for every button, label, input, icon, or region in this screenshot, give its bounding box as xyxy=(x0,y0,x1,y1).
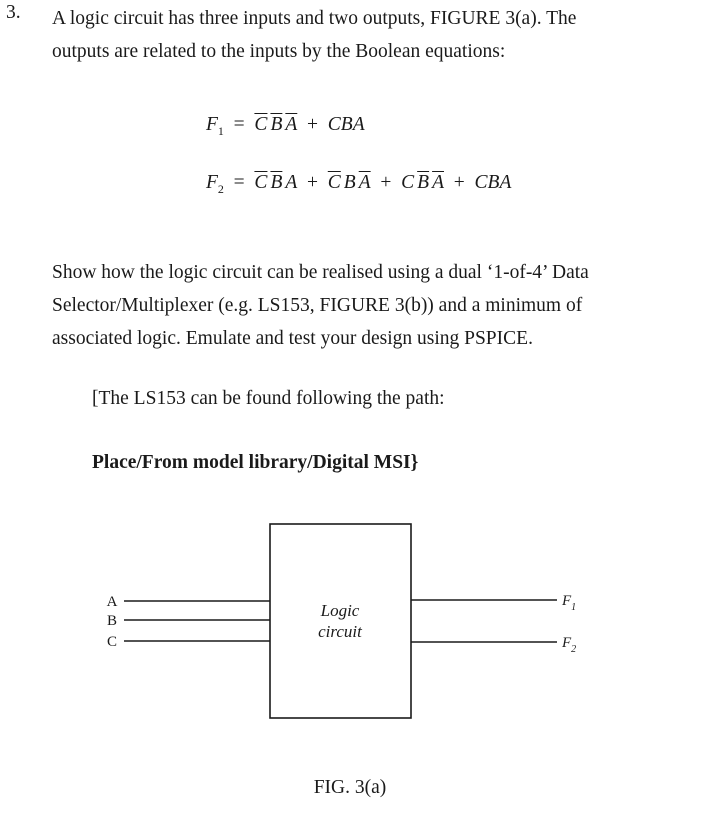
f1-plus: + xyxy=(297,114,328,135)
task-line-3: associated logic. Emulate and test your design using PSPICE. xyxy=(52,328,533,349)
f2-literal: C xyxy=(401,172,415,193)
input-a-label: A xyxy=(106,594,118,610)
f2-literal: $\overline{C}$ xyxy=(254,172,268,193)
library-note: [The LS153 can be found following the path: xyxy=(92,388,445,409)
f2-literal: A xyxy=(285,172,298,193)
f2-literal: C xyxy=(474,172,488,193)
f1-equals: = xyxy=(223,114,255,135)
f2-literal: $\overline{C}$ xyxy=(327,172,341,193)
task-line-1: Show how the logic circuit can be realised using a dual ‘1-of-4’ Data xyxy=(52,262,589,283)
f2-literal: $\overline{A}$ xyxy=(358,172,371,193)
f2-plus: + xyxy=(444,172,475,193)
f2-literal: $\overline{B}$ xyxy=(417,172,430,193)
input-c-label: C xyxy=(106,634,118,650)
output-f1-label: $F_1$ xyxy=(562,593,577,613)
f1-literal: $\overline{A}$ xyxy=(285,114,298,135)
f2-literal: $\overline{B}$ xyxy=(270,172,283,193)
problem-line-2: outputs are related to the inputs by the Boolean equations: xyxy=(52,41,506,62)
figure-caption: FIG. 3(a) xyxy=(313,777,387,798)
library-path: Place/From model library/Digital MSI} xyxy=(92,452,419,473)
f2-plus: + xyxy=(370,172,402,193)
f2-literal: $\overline{A}$ xyxy=(432,172,444,193)
f2-equals: = xyxy=(223,172,255,193)
input-b-label: B xyxy=(106,613,118,629)
task-line-2: Selector/Multiplexer (e.g. LS153, FIGURE 3(b)) and a minimum of xyxy=(52,295,583,316)
f2-lhs: $F_2$ xyxy=(206,172,224,196)
problem-number: 3. xyxy=(6,2,21,23)
problem-line-1: A logic circuit has three inputs and two outputs, FIGURE 3(a). The xyxy=(52,8,577,29)
f1-lhs: $F_1$ xyxy=(206,114,224,138)
f1-literal: B xyxy=(340,114,353,135)
f2-literal: A xyxy=(499,172,512,193)
f1-literal: $\overline{C}$ xyxy=(254,114,268,135)
f1-literal: C xyxy=(327,114,341,135)
block-label-circuit: circuit xyxy=(318,622,362,641)
f2-literal: B xyxy=(487,172,500,193)
f1-literal: A xyxy=(352,114,365,135)
f2-literal: B xyxy=(343,172,356,193)
logic-circuit-block xyxy=(270,524,411,718)
output-f2-label: $F_2$ xyxy=(562,635,577,655)
f2-plus: + xyxy=(297,172,328,193)
block-label-logic: Logic xyxy=(320,601,360,620)
f1-literal: $\overline{B}$ xyxy=(270,114,283,135)
